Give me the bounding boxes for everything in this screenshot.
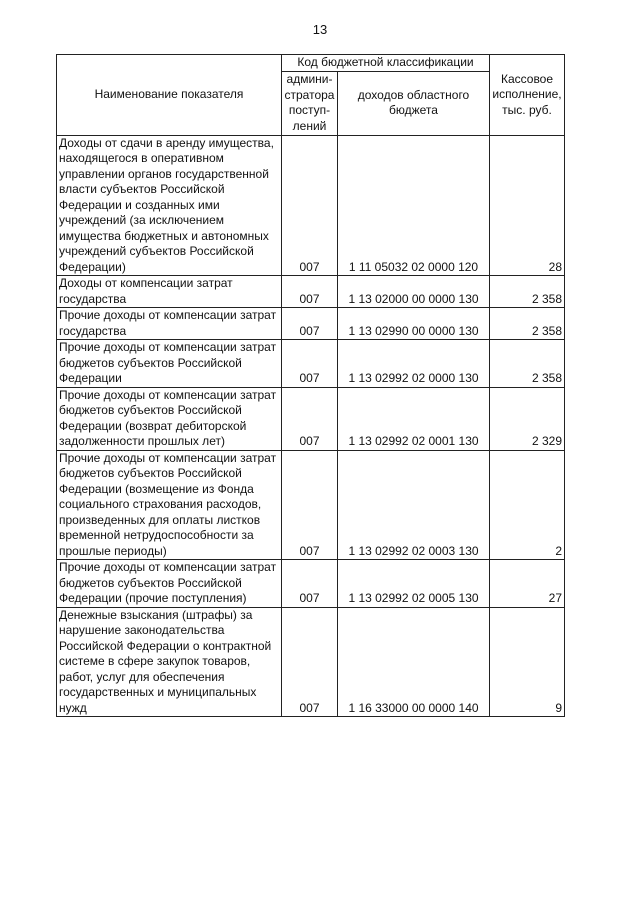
header-regional-income: доходов областного бюджета <box>338 71 490 135</box>
admin-code: 007 <box>282 560 338 608</box>
indicator-name: Доходы от компенсации затрат государства <box>57 276 282 308</box>
indicator-name: Прочие доходы от компенсации затрат государства <box>57 308 282 340</box>
execution-value: 2 358 <box>490 340 565 388</box>
execution-value: 2 <box>490 450 565 560</box>
execution-value: 28 <box>490 135 565 276</box>
table-row <box>57 308 565 340</box>
execution-value: 27 <box>490 560 565 608</box>
admin-code: 007 <box>282 450 338 560</box>
income-code: 1 13 02992 02 0001 130 <box>338 387 490 450</box>
income-code: 1 13 02992 02 0005 130 <box>338 560 490 608</box>
income-code: 1 13 02992 02 0003 130 <box>338 450 490 560</box>
income-code: 1 16 33000 00 0000 140 <box>338 607 490 717</box>
admin-code: 007 <box>282 308 338 340</box>
revenue-table <box>56 54 565 717</box>
table-row <box>57 387 565 450</box>
execution-value: 9 <box>490 607 565 717</box>
income-code: 1 13 02000 00 0000 130 <box>338 276 490 308</box>
indicator-name: Прочие доходы от компенсации затрат бюджетов субъектов Российской Федерации (прочие поступления) <box>57 560 282 608</box>
table-row <box>57 560 565 608</box>
table-row <box>57 276 565 308</box>
header-cash-execution: Кассовое исполнение, тыс. руб. <box>490 55 565 136</box>
admin-code: 007 <box>282 276 338 308</box>
indicator-name: Прочие доходы от компенсации затрат бюджетов субъектов Российской Федерации (возврат дебиторской задолженности прошлых лет) <box>57 387 282 450</box>
execution-value: 2 358 <box>490 276 565 308</box>
header-indicator-name: Наименование показателя <box>57 55 282 136</box>
income-code: 1 11 05032 02 0000 120 <box>338 135 490 276</box>
admin-code: 007 <box>282 135 338 276</box>
income-code: 1 13 02992 02 0000 130 <box>338 340 490 388</box>
execution-value: 2 358 <box>490 308 565 340</box>
table-row <box>57 340 565 388</box>
execution-value: 2 329 <box>490 387 565 450</box>
admin-code: 007 <box>282 340 338 388</box>
admin-code: 007 <box>282 387 338 450</box>
table-row <box>57 450 565 560</box>
indicator-name: Доходы от сдачи в аренду имущества, находящегося в оперативном управлении органов государственной власти субъектов Российской Федерации и созданных ими учреждений (за исключением имущества бюджетных и автономных учреждений субъектов Российской Федерации) <box>57 135 282 276</box>
table-row <box>57 135 565 276</box>
indicator-name: Денежные взыскания (штрафы) за нарушение законодательства Российской Федерации о контрактной системе в сфере закупок товаров, работ, услуг для обеспечения государственных и муниципальных нужд <box>57 607 282 717</box>
header-administrator: админи-стратора поступ-лений <box>282 71 338 135</box>
header-budget-code: Код бюджетной классификации <box>282 55 490 72</box>
table-row <box>57 607 565 717</box>
indicator-name: Прочие доходы от компенсации затрат бюджетов субъектов Российской Федерации <box>57 340 282 388</box>
admin-code: 007 <box>282 607 338 717</box>
indicator-name: Прочие доходы от компенсации затрат бюджетов субъектов Российской Федерации (возмещение из Фонда социального страхования расходов, произведенных для оплаты листков временной нетрудоспособности за прошлые периоды) <box>57 450 282 560</box>
income-code: 1 13 02990 00 0000 130 <box>338 308 490 340</box>
page-number: 13 <box>312 22 328 37</box>
